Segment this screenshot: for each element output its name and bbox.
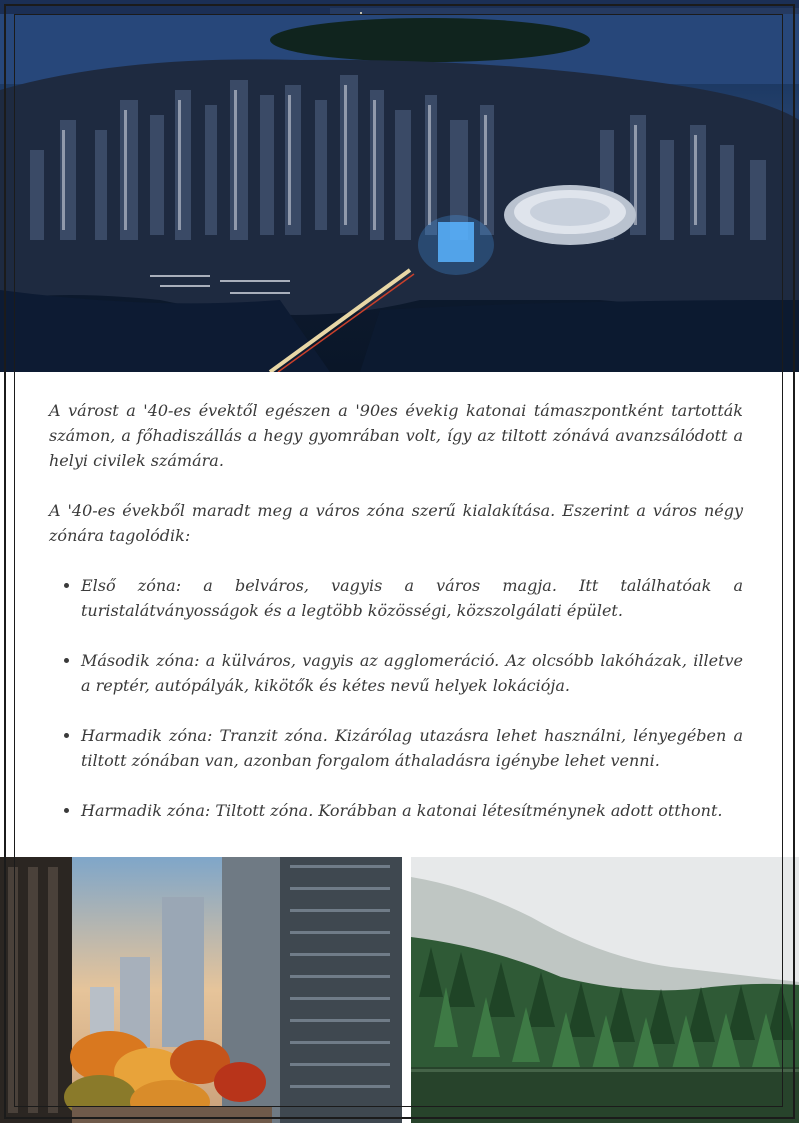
forest-lake-image (411, 857, 799, 1123)
body-text (49, 398, 743, 848)
autumn-city-image (0, 857, 402, 1123)
paragraph-2: A '40-es évekből maradt meg a város zóna szerű kialakítása. Eszerint a város négy zónára tagolódik: (49, 501, 743, 545)
zone-item-2: • Második zóna: a külváros, vagyis az agglomeráció. Az olcsóbb lakóházak, illetve a reptér, autópályák, kikötők és kétes nevű helyek lokációja. (81, 648, 743, 698)
city-aerial-illustration (0, 0, 799, 372)
zone-item-1: • Első zóna: a belváros, vagyis a város magja. Itt találhatóak a turistalátványosságok és a legtöbb közösségi, közszolgálati épület. (81, 573, 743, 623)
zone-item-4: • Harmadik zóna: Tiltott zóna. Korábban a katonai létesítménynek adott otthont. (81, 798, 743, 823)
city-aerial-image (0, 0, 799, 372)
zone-item-3: • Harmadik zóna: Tranzit zóna. Kizárólag utazásra lehet használni, lényegében a tiltott zónában van, azonban forgalom áthaladásra igénybe lehet venni. (81, 723, 743, 773)
zone-list (49, 573, 743, 823)
paragraph-1: A várost a '40-es évektől egészen a '90es évekig katonai támaszpontként tartották számon, a főhadiszállás a hegy gyomrában volt, így az tiltott zónává avanzsálódott a helyi civilek számára. (49, 401, 743, 470)
forest-lake-illustration (411, 857, 799, 1123)
autumn-city-illustration (0, 857, 402, 1123)
